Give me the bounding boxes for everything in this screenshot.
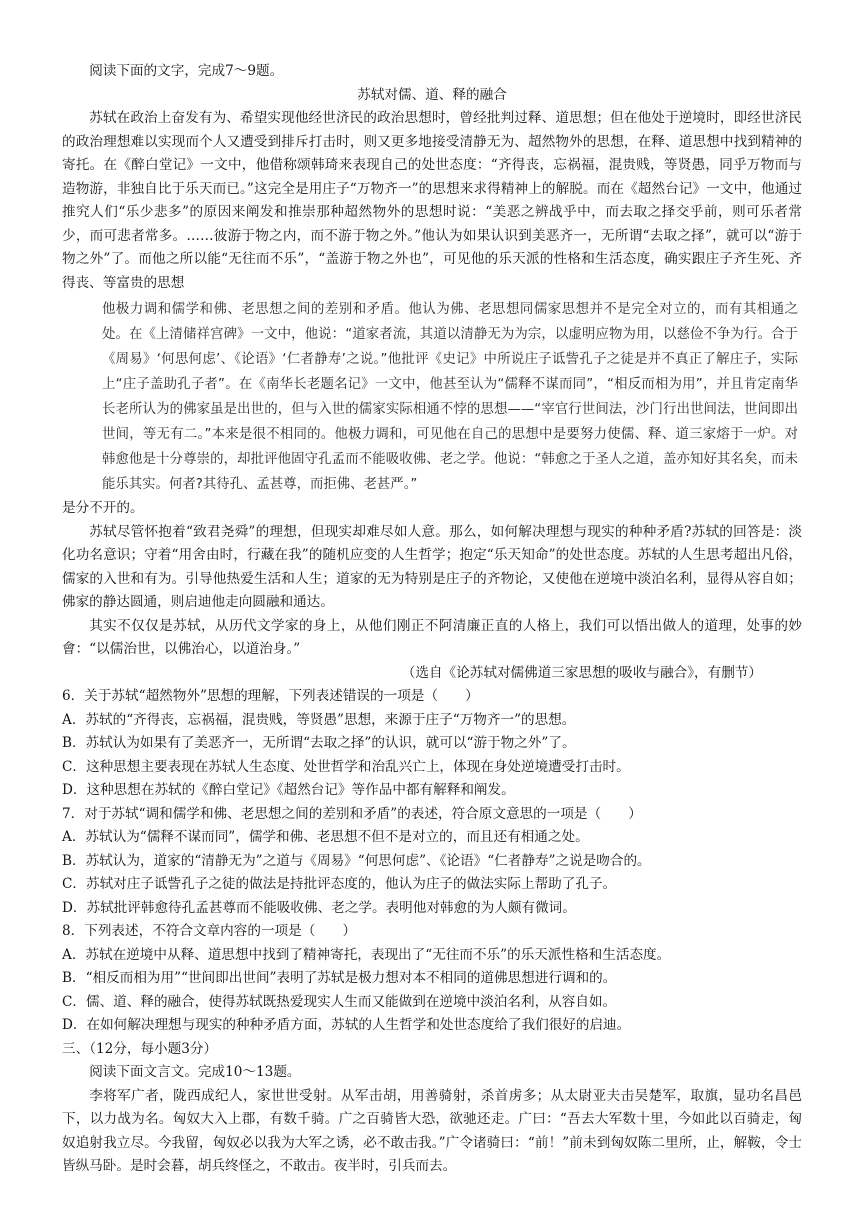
classical-passage: 李将军广者，陇西成纪人，家世世受射。从军击胡，用善骑射，杀首虏多；从太尉亚夫击吴楚军，取旗，显功名昌邑下，以力战为名。匈奴大入上郡，有数千骑。广之百骑皆大恐，欲驰还走。广曰：“吾去大军数十里，今如此以百骑走，匈奴追射我立尽。今我留，匈奴必以我为大军之诱，必不敢击我。”广令诸骑曰：“前！”前未到匈奴陈二里所，止，解鞍，令士皆纵马卧。是时会暮，胡兵终怪之，不敢击。夜半时，引兵而去。 [62, 1087, 802, 1174]
article-title: 苏轼对儒、道、释的融合 [357, 86, 507, 103]
question-option: C．这种思想主要表现在苏轼人生态度、处世哲学和治乱兴亡上，体现在身处逆境遭受打击时。 [62, 758, 630, 775]
question-option: B．“相反而相为用”“世间即出世间”表明了苏轼是极力想对本不相同的道佛思想进行调和的。 [62, 970, 617, 986]
question-stem: 8．下列表述，不符合文章内容的一项是（ ） [62, 923, 357, 939]
section-3-instruction: 阅读下面文言文。完成10～13题。 [89, 1064, 301, 1080]
article-source: （选自《论苏轼对儒佛道三家思想的吸收与融合》，有删节） [401, 664, 762, 681]
article-paragraph-3: 其实不仅仅是苏轼，从历代文学家的身上，从他们刚正不阿清廉正直的人格上，我们可以悟出做人的道理，处事的妙會：“以儒治世，以佛治心，以道治身。” [62, 617, 802, 657]
article-paragraph-1: 苏轼在政治上奋发有为、希望实现他经世济民的政治思想时，曾经批判过释、道思想；但在他处于逆境时，即经世济民的政治理想难以实现而个人又遭受到排斥打击时，则又更多地接受清静无为、超然物外的思想，在释、道思想中找到精神的寄托。在《醉白堂记》一文中，他借称颂韩琦来表现自己的处世态度：“齐得丧，忘祸福，混贵贱，等贤愚，同乎万物而与造物游，非独自比于乐天而已。”这完全是用庄子“万物齐一”的思想来求得精神上的解脱。而在《超然台记》一文中，他通过推究人们“乐少悲多”的原因来阐发和推崇那种超然物外的思想时说：“美恶之辨战乎中，而去取之择交乎前，则可乐者常少，而可悲者常多。……彼游于物之内，而不游于物之外。”他认为如果认识到美恶齐一，无所谓“去取之择”，就可以“游于物之外”了。而他之所以能“无往而不乐”，“盖游于物之外也”，可见他的乐天派的性格和生活态度，确实跟庄子齐生死、齐得丧、等富贵的思想 [62, 110, 802, 291]
article-paragraph-1-ending: 是分不开的。 [62, 500, 144, 516]
question-option: A．苏轼的“齐得丧，忘祸福，混贵贱，等贤愚”思想，来源于庄子“万物齐一”的思想。 [62, 711, 576, 728]
question-option: C．苏轼对庄子诋訾孔子之徒的做法是持批评态度的，他认为庄子的做法实际上帮助了孔子。 [62, 876, 617, 892]
question-option: D．这种思想在苏轼的《醉白堂记》《超然台记》等作品中都有解释和阐发。 [62, 782, 515, 798]
question-option: D．苏轼批评韩愈待孔孟甚尊而不能吸收佛、老之学。表明他对韩愈的为人颇有微词。 [62, 899, 576, 916]
question-option: B．苏轼认为如果有了美恶齐一，无所谓“去取之择”的认识，就可以“游于物之外”了。 [62, 735, 576, 751]
question-option: D．在如何解决理想与现实的种种矛盾方面，苏轼的人生哲学和处世态度给了我们很好的启迪。 [62, 1017, 631, 1033]
question-7 [62, 803, 802, 921]
reading-instruction: 阅读下面的文字，完成7～9题。 [89, 63, 284, 79]
question-option: B．苏轼认为，道家的“清静无为”之道与《周易》“何思何虑”、《论语》“仁者静寿”之说是吻合的。 [62, 852, 651, 869]
section-3-heading: 三、（12分，每小题3分） [62, 1040, 218, 1057]
article-paragraph-2: 苏轼尽管怀抱着“致君尧舜”的理想，但现实却难尽如人意。那么，如何解决理想与现实的种种矛盾?苏轼的回答是：淡化功名意识；守着“用舍由时，行藏在我”的随机应变的人生哲学；抱定“乐天知命”的处世态度。苏轼的人生思考超出凡俗，儒家的入世和有为。引导他热爱生活和人生；道家的无为特别是庄子的齐物论，又使他在逆境中淡泊名利，显得从容自如；佛家的静达圆通，则启迪他走向圆融和通达。 [62, 523, 802, 610]
question-6 [62, 685, 802, 803]
question-option: C．儒、道、释的融合，使得苏轼既热爱现实人生而又能做到在逆境中淡泊名利，从容自如。 [62, 993, 617, 1010]
question-stem: 6．关于苏轼“超然物外”思想的理解，下列表述错误的一项是（ ） [62, 688, 479, 704]
question-8 [62, 920, 802, 1038]
inserted-paragraph: 他极力调和儒学和佛、老思想之间的差别和矛盾。他认为佛、老思想同儒家思想并不是完全对立的，而有其相通之处。在《上清储祥宫碑》一文中，他说：“道家者流，其道以清静无为为宗，以虚明应物为用，以慈俭不争为行。合于《周易》‘何思何虑’、《论语》‘仁者静寿’之说。”他批评《史记》中所说庄子诋訾孔子之徒是并不真正了解庄子，实际上“庄子盖助孔子者”。在《南华长老题名记》一文中，他甚至认为“儒释不谋而同”，“相反而相为用”，并且肯定南华长老所认为的佛家虽是出世的，但与入世的儒家实际相通不悖的思想——“宰官行世间法，沙门行出世间法，世间即出世间，等无有二。”本来是很不相同的。他极力调和，可见他在自己的思想中是要努力使儒、释、道三家熔于一炉。对韩愈他是十分尊崇的，却批评他固守孔孟而不能吸收佛、老之学。他说：“韩愈之于圣人之道，盖亦知好其名矣，而未能乐其实。何者?其待孔、孟甚尊，而拒佛、老甚严。” [102, 302, 798, 492]
question-option: A．苏轼在逆境中从释、道思想中找到了精神寄托，表现出了“无往而不乐”的乐天派性格和生活态度。 [62, 946, 671, 963]
question-option: A．苏轼认为“儒释不谋而同”，儒学和佛、老思想不但不是对立的，而且还有相通之处。 [62, 829, 589, 845]
question-stem: 7．对于苏轼“调和儒学和佛、老思想之间的差别和矛盾”的表述，符合原文意思的一项是（ ） [62, 805, 642, 822]
